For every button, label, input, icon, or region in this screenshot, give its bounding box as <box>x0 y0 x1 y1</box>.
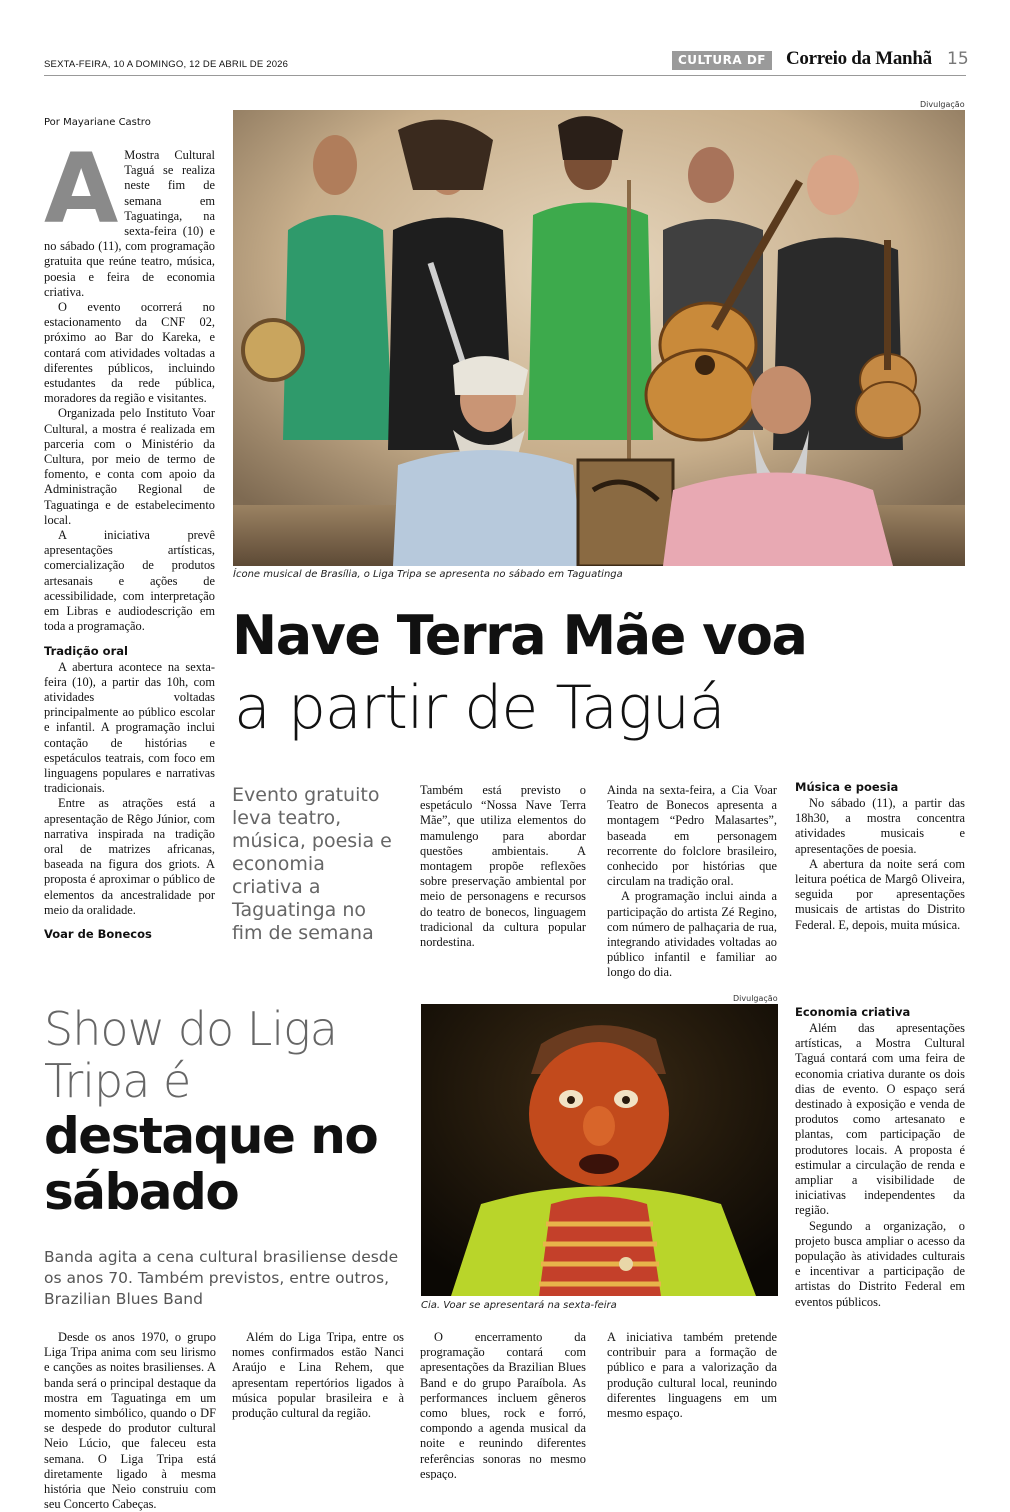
paragraph: O encerramento da programação contará com apresentações da Brazilian Blues Band e do grupo Paraíbola. As performances incluem gêneros como blues, rock e forró, compondo a agenda musical da noite e reunindo diferentes referências sonoras no mesmo espaço. <box>420 1330 586 1480</box>
photo-caption: Cia. Voar se apresentará na sexta-feira <box>421 1300 617 1311</box>
paragraph: A iniciativa também pretende contribuir para a formação de público e para a valorização da produção cultural local, reunindo diferentes linguagens em um mesmo espaço. <box>607 1330 777 1421</box>
main-headline-light: a partir de Taguá <box>234 673 725 743</box>
drop-cap: A <box>44 133 119 245</box>
paragraph: Ainda na sexta-feira, a Cia Voar Teatro de Bonecos apresenta a montagem “Pedro Malasartes”, baseada em personagem recorrente do folclore brasileiro, conhecido por histórias que circulam na tradição oral. <box>607 783 777 889</box>
article2-column-1 <box>44 1330 216 1512</box>
article2-column-5 <box>795 1004 965 1310</box>
second-headline-deck: Banda agita a cena cultural brasiliense desde os anos 70. Também previstos, entre outros, Brazilian Blues Band <box>44 1248 399 1308</box>
photo-credit: Divulgação <box>733 994 778 1003</box>
puppet-photo-illustration <box>421 1004 778 1296</box>
paragraph: A abertura da noite será com leitura poética de Margô Oliveira, seguida por apresentações musicais de artistas do Distrito Federal. E, depois, muita música. <box>795 856 965 932</box>
paragraph: Desde os anos 1970, o grupo Liga Tripa anima com seu lirismo e canções as noites brasilienses. A banda será o principal destaque da mostra em Taguatinga em um momento simbólico, quando o DF se despede do produtor cultural Neio Lúcio, que faleceu esta semana. O Liga Tripa está diretamente ligado à mesma história que Neio construiu com seu Concerto Cabeças. <box>44 1330 216 1512</box>
article2-column-4 <box>607 1330 777 1480</box>
subheading: Tradição oral <box>44 643 128 658</box>
section-tag: CULTURA DF <box>672 51 772 70</box>
subheading: Voar de Bonecos <box>44 926 152 941</box>
header-rule <box>44 75 966 76</box>
photo-credit: Divulgação <box>920 100 965 109</box>
paragraph: Além das apresentações artísticas, a Mostra Cultural Taguá contará com uma feira de economia criativa durante os dois dias de evento. O espaço será destinado à exposição e venda de produtos como artesanato e plantas, com participação de produtores locais. A proposta é estimular a circulação de renda e ampliar a visibilidade de iniciativas independentes da região. <box>795 1021 965 1218</box>
paragraph: Entre as atrações está a apresentação de Rêgo Júnior, com narrativa inspirada na tradição oral de matrizes africanas, baseada na figura dos griots. A proposta é aproximar o público de elementos da ancestralidade por meio da oralidade. <box>44 796 215 917</box>
paragraph: Mostra Cultural Taguá se realiza neste fim de semana em Taguatinga, na sexta-feira (10) e no sábado (11), com programação gratuita que reúne teatro, música, poesia e feira de economia criativa. <box>44 148 215 299</box>
article-column-1 <box>44 133 215 943</box>
paragraph: A abertura acontece na sexta-feira (10), a partir das 10h, com atividades voltadas principalmente ao público escolar e infantil. A programação inclui contação de histórias e espetáculos teatrais, com foco em linguagens populares e narrativas tradicionais. <box>44 659 215 796</box>
paragraph: O evento ocorrerá no estacionamento da CNF 02, próximo ao Bar do Kareka, e contará com atividades voltadas a diferentes públicos, incluindo estudantes da rede pública, moradores da região e visitantes. <box>44 300 215 406</box>
article-column-3 <box>607 783 777 981</box>
band-photo-illustration <box>233 110 965 566</box>
headline-deck: Evento gratuito leva teatro, música, poesia e economia criativa a Taguatinga no fim de semana <box>232 784 392 944</box>
photo-caption: Ícone musical de Brasília, o Liga Tripa se apresenta no sábado em Taguatinga <box>233 569 623 580</box>
article2-column-3 <box>420 1330 586 1480</box>
paragraph: Segundo a organização, o projeto busca ampliar o acesso da população às atividades culturais e incentivar a participação de artistas do Distrito Federal em eventos públicos. <box>795 1218 965 1309</box>
article2-column-2 <box>232 1330 404 1480</box>
subheading: Economia criativa <box>795 1005 911 1019</box>
dateline: SEXTA-FEIRA, 10 A DOMINGO, 12 DE ABRIL DE 2026 <box>44 59 289 70</box>
newspaper-name: Correio da Manhã <box>786 48 932 69</box>
paragraph: A iniciativa prevê apresentações artísticas, comercialização de produtos artesanais e ações de acessibilidade, com interpretação em Libras e audiodescrição em toda a programação. <box>44 528 215 634</box>
paragraph: Além do Liga Tripa, entre os nomes confirmados estão Nanci Araújo e Lina Rehem, que apresentam repertórios ligados à música popular brasileira e à produção cultural da região. <box>232 1330 404 1421</box>
byline: Por Mayariane Castro <box>44 117 151 128</box>
paragraph: Também está previsto o espetáculo “Nossa Nave Terra Mãe”, que utiliza elementos do mamulengo para abordar questões ambientais. A montagem propõe reflexões sobre preservação ambiental por meio de personagens e recursos do teatro de bonecos, linguagem tradicional da cultura popular nordestina. <box>420 783 586 950</box>
puppet-photo <box>421 1004 778 1296</box>
main-headline-bold: Nave Terra Mãe voa <box>232 604 807 667</box>
page-number: 15 <box>947 49 969 69</box>
subheading: Música e poesia <box>795 780 899 794</box>
article-column-2 <box>420 783 586 950</box>
second-headline-light: Show do Liga Tripa é <box>44 1002 337 1108</box>
band-photo <box>233 110 965 566</box>
paragraph: No sábado (11), a partir das 18h30, a mostra concentra atividades musicais e apresentações de poesia. <box>795 796 965 856</box>
second-headline-bold: destaque no sábado <box>44 1107 378 1221</box>
article-column-4 <box>795 779 965 933</box>
paragraph: A programação inclui ainda a participação do artista Zé Regino, com número de palhaçaria de rua, integrando atividades voltadas ao público infantil e familiar ao longo do dia. <box>607 889 777 980</box>
paragraph: Organizada pelo Instituto Voar Cultural, a mostra é realizada em parceria com o Ministério da Cultura, por meio de termo de fomento, e conta com apoio da Administração Regional de Taguatinga e de estabelecimento local. <box>44 406 215 527</box>
